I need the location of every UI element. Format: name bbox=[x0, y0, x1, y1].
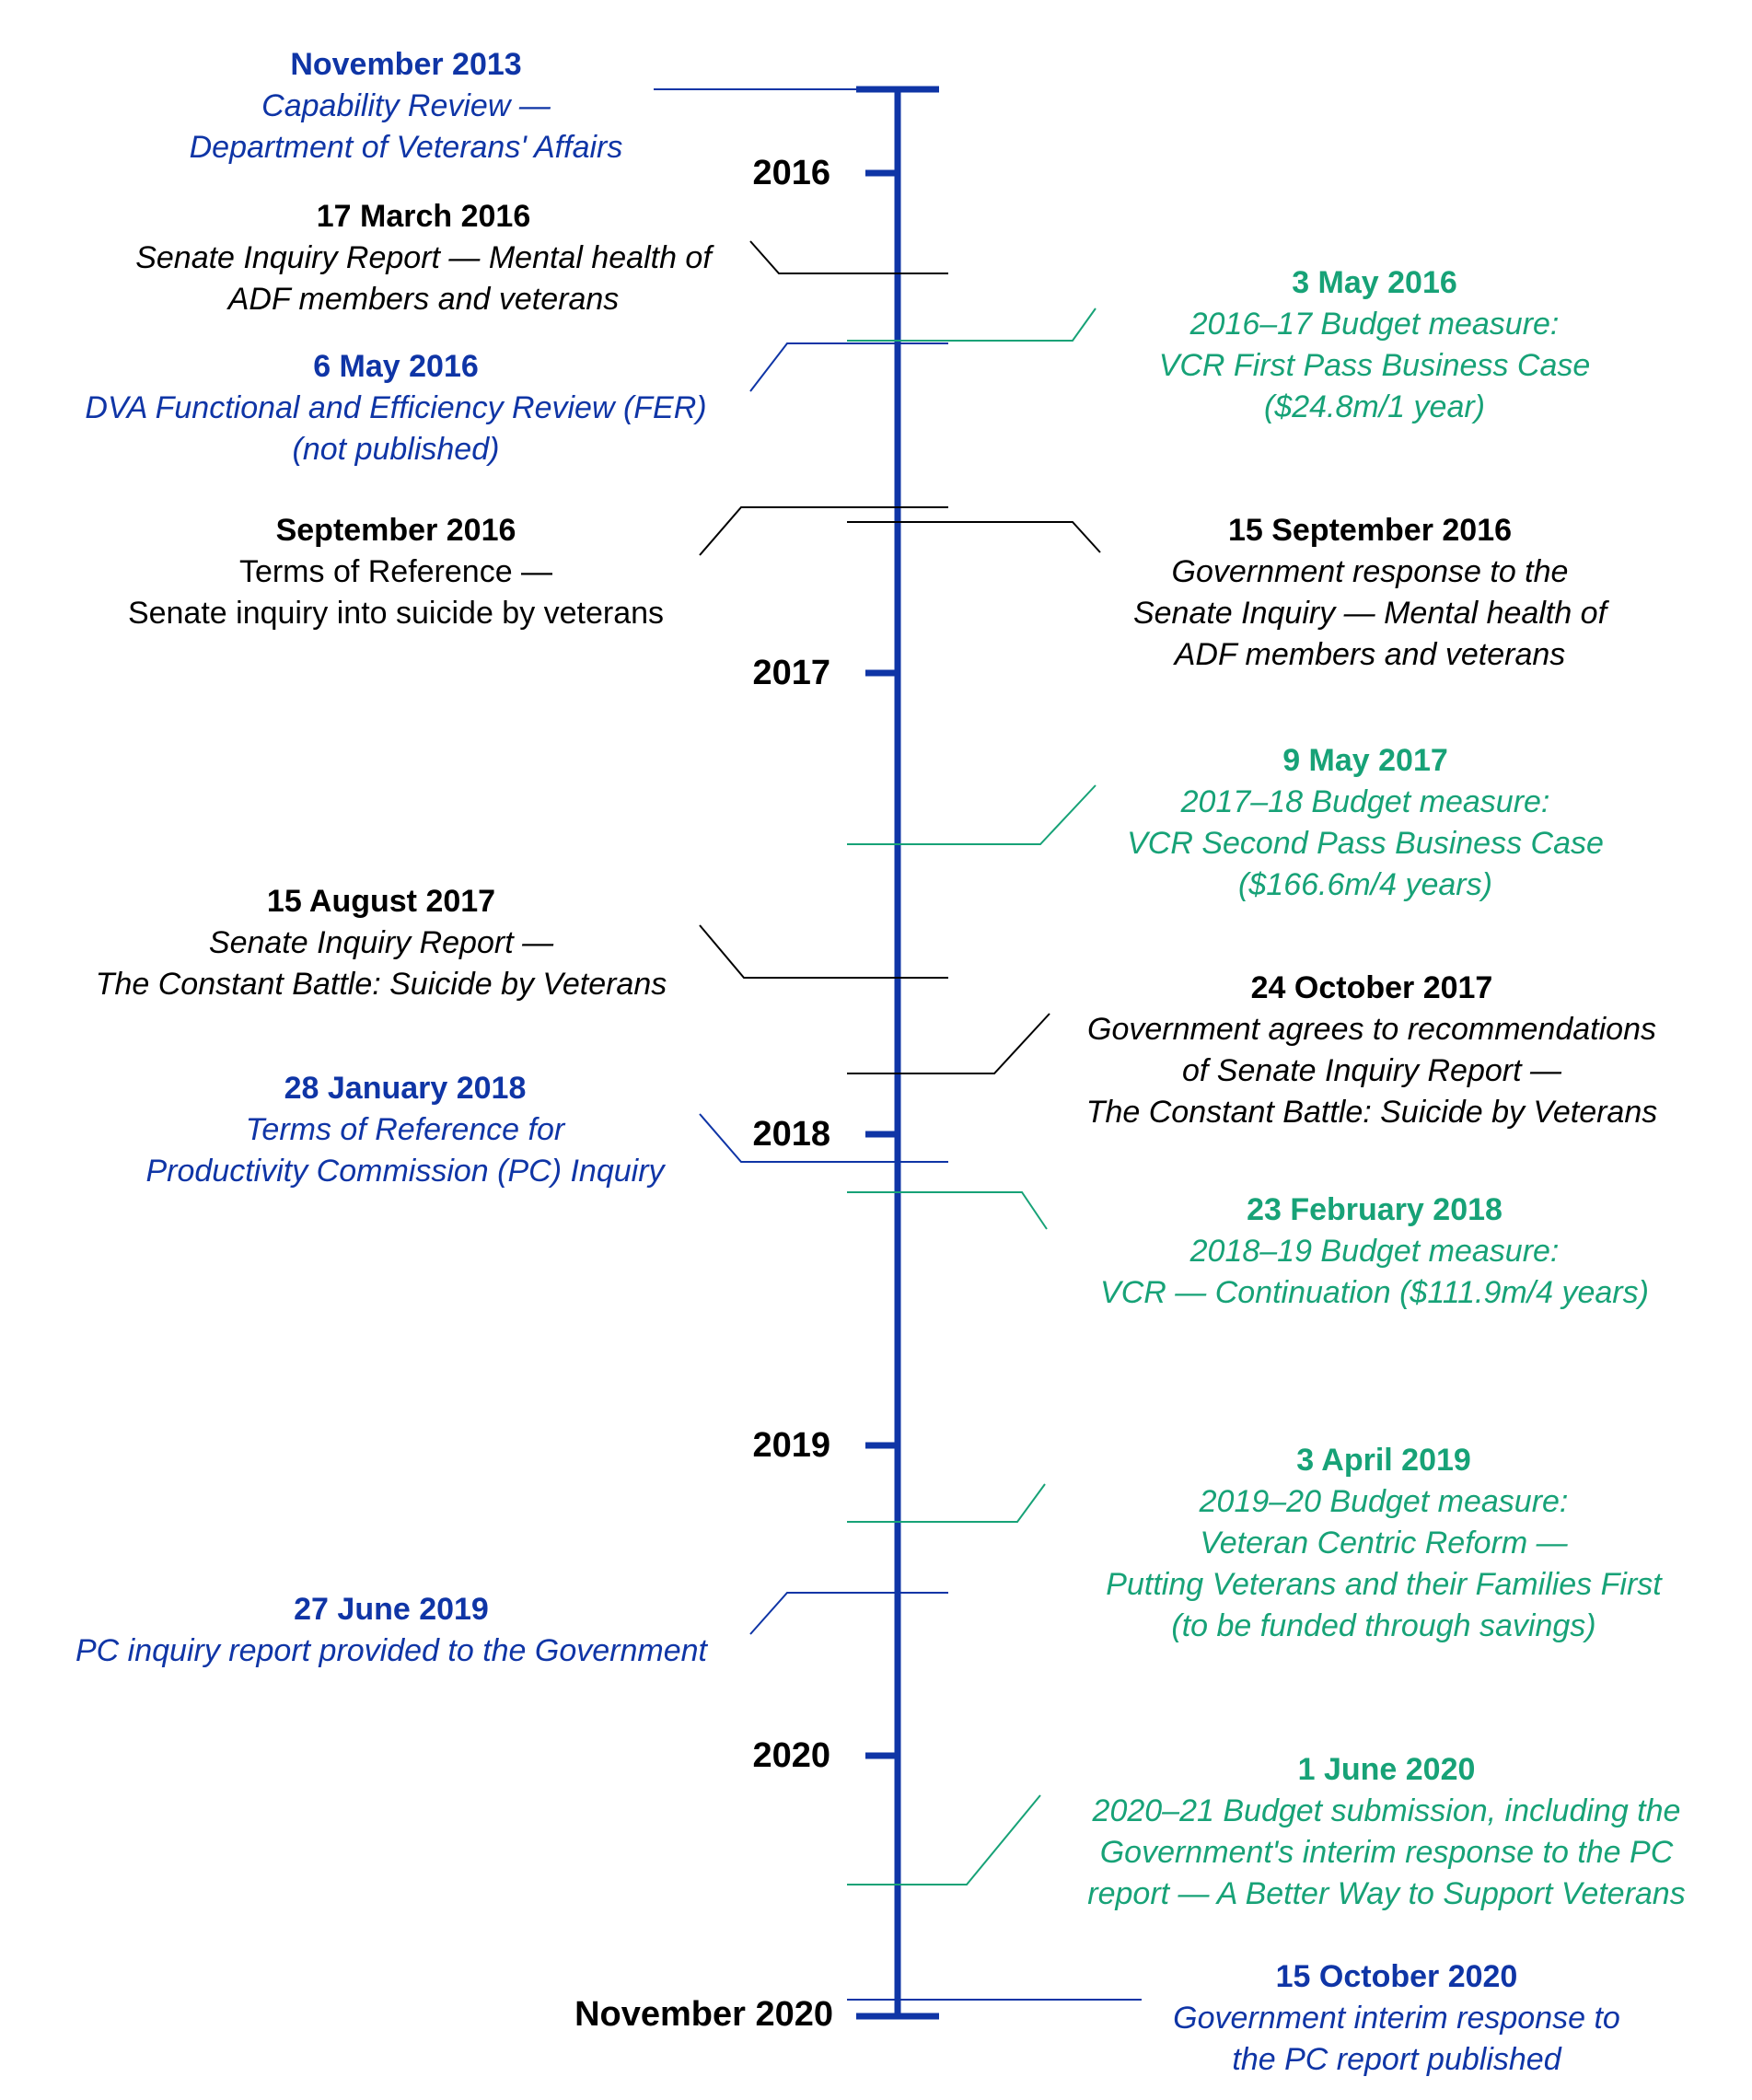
timeline-event bbox=[31, 881, 731, 1005]
event-description-line: Government interim response to bbox=[1173, 2001, 1620, 2036]
event-date: 15 October 2020 bbox=[1275, 1959, 1518, 1994]
event-description-line: the PC report published bbox=[1232, 2042, 1561, 2077]
event-connector bbox=[700, 925, 948, 978]
timeline-event bbox=[1020, 510, 1720, 676]
event-description-line: Senate Inquiry Report — Mental health of bbox=[135, 240, 712, 275]
year-label: November 2020 bbox=[574, 1995, 833, 2034]
event-connector bbox=[847, 1484, 1045, 1522]
year-label: 2019 bbox=[752, 1426, 830, 1465]
event-description-line: Department of Veterans' Affairs bbox=[189, 130, 623, 165]
event-description-line: Terms of Reference for bbox=[245, 1112, 565, 1147]
event-description-line: 2020–21 Budget submission, including the bbox=[1092, 1793, 1681, 1828]
year-label: 2016 bbox=[752, 154, 830, 192]
event-date: 27 June 2019 bbox=[294, 1592, 489, 1627]
event-date: 3 April 2019 bbox=[1296, 1443, 1471, 1478]
event-connector bbox=[847, 1192, 1047, 1229]
event-description-line: Senate inquiry into suicide by veterans bbox=[127, 596, 665, 631]
event-description-line: Capability Review — bbox=[261, 88, 551, 123]
event-description-line: Senate Inquiry Report — bbox=[208, 925, 554, 960]
event-description-line: of Senate Inquiry Report — bbox=[1181, 1053, 1561, 1088]
event-date: 17 March 2016 bbox=[316, 199, 531, 234]
event-description-line: VCR Second Pass Business Case bbox=[1127, 826, 1604, 861]
event-description-line: DVA Functional and Efficiency Review (FER) bbox=[85, 390, 707, 425]
event-description-line: Government response to the bbox=[1171, 554, 1569, 589]
event-date: 15 August 2017 bbox=[266, 884, 496, 919]
timeline-event bbox=[1025, 262, 1724, 428]
timeline-event bbox=[46, 510, 746, 634]
event-date: 23 February 2018 bbox=[1247, 1192, 1503, 1227]
event-date: November 2013 bbox=[290, 47, 522, 82]
event-description-line: ($166.6m/4 years) bbox=[1238, 867, 1492, 902]
timeline-event bbox=[1037, 1749, 1736, 1915]
timeline-event bbox=[1015, 740, 1715, 906]
event-description-line: The Constant Battle: Suicide by Veterans bbox=[95, 967, 667, 1002]
year-label: 2017 bbox=[752, 654, 830, 692]
event-description-line: Government agrees to recommendations bbox=[1087, 1012, 1656, 1047]
timeline-event bbox=[41, 1589, 741, 1672]
timeline-event bbox=[1022, 968, 1722, 1133]
event-description-line: ADF members and veterans bbox=[227, 282, 620, 317]
event-date: 6 May 2016 bbox=[313, 349, 479, 384]
event-description-line: The Constant Battle: Suicide by Veterans bbox=[1085, 1095, 1658, 1130]
event-connector bbox=[750, 241, 948, 273]
event-description-line: VCR — Continuation ($111.9m/4 years) bbox=[1100, 1275, 1649, 1310]
event-description-line: 2018–19 Budget measure: bbox=[1189, 1234, 1560, 1269]
event-date: 24 October 2017 bbox=[1250, 970, 1493, 1005]
event-connector bbox=[750, 343, 948, 391]
event-description-line: (to be funded through savings) bbox=[1171, 1608, 1596, 1643]
year-label: 2020 bbox=[752, 1736, 830, 1775]
event-description-line: Terms of Reference — bbox=[238, 554, 553, 589]
event-description-line: 2019–20 Budget measure: bbox=[1199, 1484, 1569, 1519]
event-description-line: PC inquiry report provided to the Government bbox=[75, 1633, 707, 1668]
timeline-event bbox=[55, 1068, 755, 1192]
year-label: 2018 bbox=[752, 1115, 830, 1154]
event-date: 1 June 2020 bbox=[1297, 1752, 1476, 1787]
timeline-event bbox=[1034, 1440, 1734, 1647]
timeline-event bbox=[1047, 1956, 1746, 2081]
timeline-event bbox=[74, 196, 773, 320]
event-date: 3 May 2016 bbox=[1292, 265, 1457, 300]
event-description-line: Senate Inquiry — Mental health of bbox=[1132, 596, 1607, 631]
event-date: 15 September 2016 bbox=[1227, 513, 1513, 548]
event-connector bbox=[847, 1014, 1050, 1073]
event-date: 9 May 2017 bbox=[1282, 743, 1448, 778]
event-description-line: Veteran Centric Reform — bbox=[1200, 1526, 1568, 1560]
event-description-line: Government's interim response to the PC bbox=[1099, 1835, 1674, 1870]
event-connector bbox=[750, 1593, 948, 1634]
event-description-line: ($24.8m/1 year) bbox=[1264, 389, 1485, 424]
event-connector bbox=[847, 1795, 1040, 1885]
event-date: 28 January 2018 bbox=[284, 1071, 527, 1106]
event-description-line: Productivity Commission (PC) Inquiry bbox=[145, 1154, 665, 1189]
event-description-line: (not published) bbox=[292, 432, 500, 467]
timeline-event bbox=[56, 44, 756, 168]
event-date: September 2016 bbox=[275, 513, 516, 548]
timeline-event bbox=[1025, 1189, 1724, 1314]
event-description-line: Putting Veterans and their Families First bbox=[1106, 1567, 1662, 1602]
event-description-line: VCR First Pass Business Case bbox=[1158, 348, 1591, 383]
event-description-line: ADF members and veterans bbox=[1174, 637, 1566, 672]
timeline-event bbox=[46, 346, 746, 470]
event-description-line: 2017–18 Budget measure: bbox=[1180, 784, 1550, 819]
event-description-line: report — A Better Way to Support Veterans bbox=[1087, 1876, 1686, 1911]
event-description-line: 2016–17 Budget measure: bbox=[1189, 307, 1560, 342]
